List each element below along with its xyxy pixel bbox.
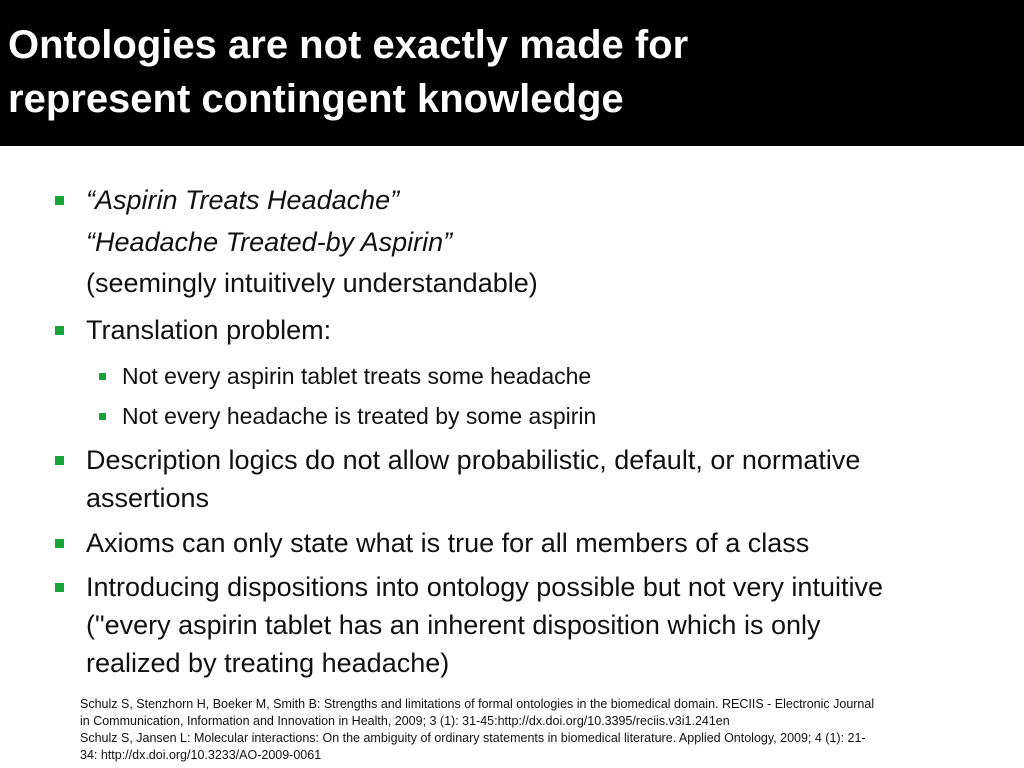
bullet-5-line-1: Introducing dispositions into ontology possible but not very intuitive <box>86 572 883 602</box>
bullet-3-line-2: assertions <box>86 483 210 513</box>
bullet-5-line-2: ("every aspirin tablet has an inherent disposition which is only <box>86 610 821 640</box>
slide-title <box>8 18 1008 126</box>
reference-line: Schulz S, Stenzhorn H, Boeker M, Smith B: Strengths and limitations of formal ontologies in the biomedical domain. RECIIS - Electronic Journal <box>80 697 875 711</box>
bullet-1-line-2: “Headache Treated-by Aspirin” <box>86 227 453 257</box>
reference-line: 34: http://dx.doi.org/10.3233/AO-2009-0061 <box>80 748 322 762</box>
reference-line: in Communication, Information and Innovation in Health, 2009; 3 (1): 31-45:http://dx.doi.org/10.3395/reciis.v3i1.241en <box>80 714 730 728</box>
bullet-marker <box>55 456 64 465</box>
bullet-1-line-1: “Aspirin Treats Headache” <box>86 185 400 215</box>
reference-line: Schulz S, Jansen L: Molecular interactions: On the ambiguity of ordinary statements in biomedical literature. Applied Ontology, 2009; 4 (1): 21- <box>80 731 866 745</box>
title-line-2: represent contingent knowledge <box>8 77 624 121</box>
bullet-marker <box>55 196 64 205</box>
bullet-marker <box>55 583 64 592</box>
bullet-4-line-1: Axioms can only state what is true for all members of a class <box>86 528 810 558</box>
title-bar <box>0 0 1024 146</box>
references <box>80 696 990 764</box>
title-line-1: Ontologies are not exactly made for <box>8 23 689 67</box>
sub-bullet-1: Not every aspirin tablet treats some headache <box>122 363 592 389</box>
bullet-marker <box>55 539 64 548</box>
bullet-3-line-1: Description logics do not allow probabilistic, default, or normative <box>86 445 861 475</box>
bullet-1-line-3: (seemingly intuitively understandable) <box>86 268 538 298</box>
bullet-5-line-3: realized by treating headache) <box>86 648 450 678</box>
sub-bullet-marker <box>99 373 106 380</box>
sub-bullet-2: Not every headache is treated by some aspirin <box>122 403 597 429</box>
bullet-2-line-1: Translation problem: <box>86 315 332 345</box>
sub-bullet-marker <box>99 413 106 420</box>
bullet-marker <box>55 326 64 335</box>
